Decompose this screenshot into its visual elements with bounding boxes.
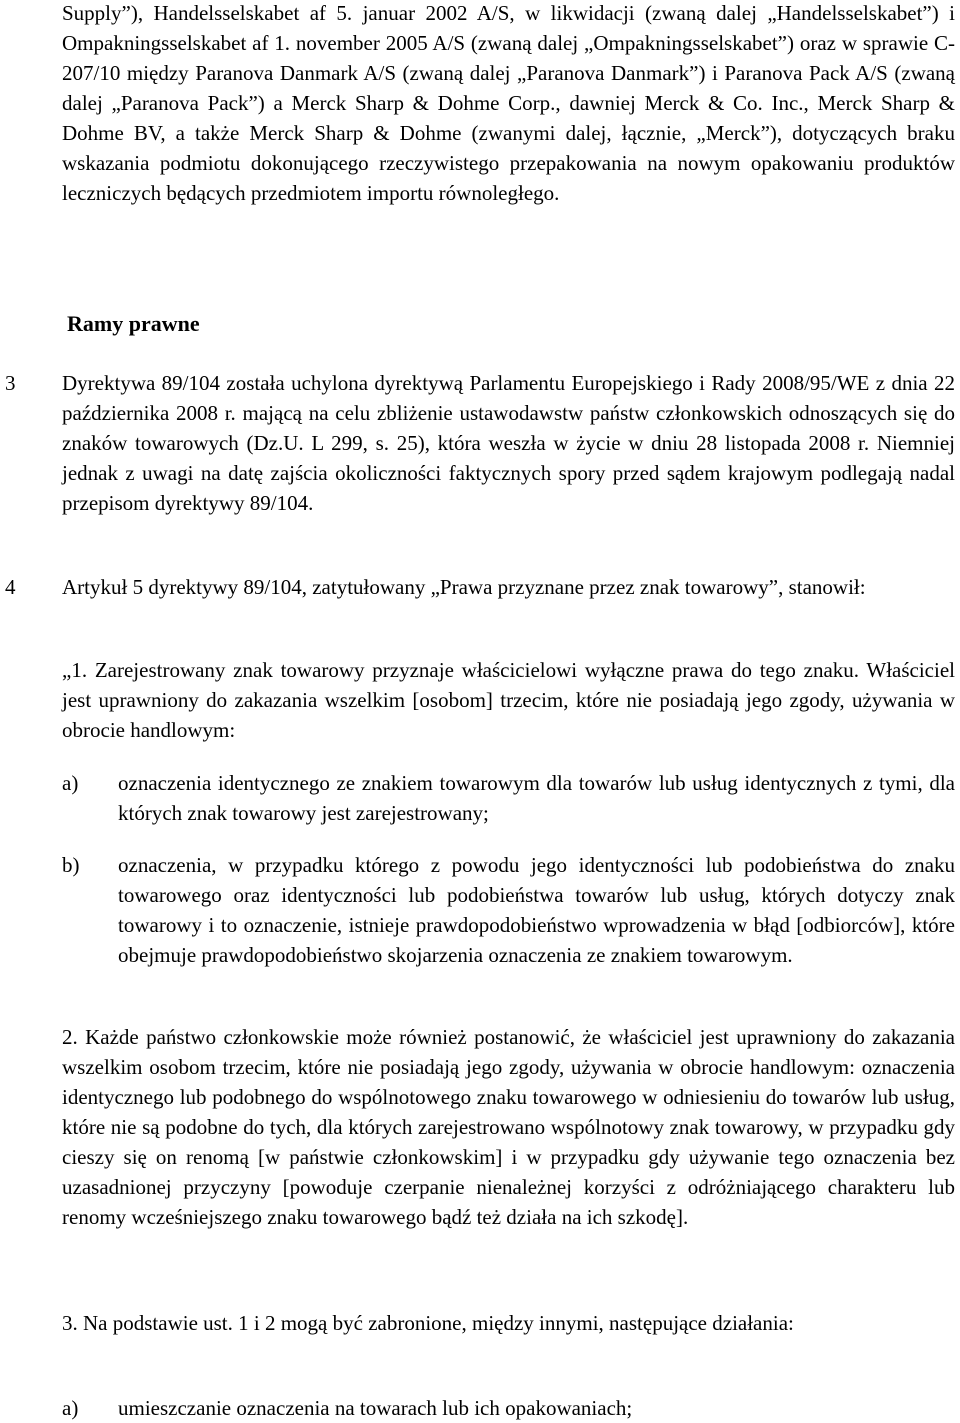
paragraph-number-4: 4 [5, 575, 16, 599]
quote-item-a-label: a) [62, 771, 79, 795]
section-heading: Ramy prawne [67, 311, 200, 336]
paragraph-3-text: Dyrektywa 89/104 została uchylona dyrektywą Parlamentu Europejskiego i Rady 2008/95/WE z dnia 22 października 2008 r. mającą na celu zbliżenie ustawodawstw państw członkowskich odnoszących się do znaków towarowych (Dz.U. L 299, s. 25), która weszła w życie w dniu 28 listopada 2008 r. Niemniej jednak z uwagi na datę zajścia okoliczności faktycznych spory przed sądem krajowym podlegają nadal przepisom dyrektywy 89/104. [62, 371, 955, 515]
intro-paragraph: Supply”), Handelsselskabet af 5. januar 2002 A/S, w likwidacji (zwaną dalej „Handelsselskabet”) i Ompakningsselskabet af 1. november 2005 A/S (zwaną dalej „Ompakningsselskabet”) oraz w sprawie C-207/10 między Paranova Danmark A/S (zwaną dalej „Paranova Danmark”) i Paranova Pack A/S (zwaną dalej „Paranova Pack”) a Merck Sharp & Dohme Corp., dawniej Merck & Co. Inc., Merck Sharp & Dohme BV, a także Merck Sharp & Dohme (zwanymi dalej, łącznie, „Merck”), dotyczących braku wskazania podmiotu dokonującego rzeczywistego przepakowania na nowym opakowaniu produktów leczniczych będących przedmiotem importu równoległego. [62, 1, 955, 205]
quote-item-b-text: oznaczenia, w przypadku którego z powodu jego identyczności lub podobieństwa do znaku towarowego oraz identyczności lub podobieństwa towarów lub usług, których dotyczy znak towarowy i to oznaczenie, istnieje prawdopodobieństwo wprowadzenia w błąd [odbiorców], które obejmuje prawdopodobieństwo skojarzenia oznaczenia ze znakiem towarowym. [118, 853, 955, 967]
quote-item-a-text: oznaczenia identycznego ze znakiem towarowym dla towarów lub usług identycznych z tymi, dla których znak towarowy jest zarejestrowany; [118, 771, 955, 825]
quote-point-1: „1. Zarejestrowany znak towarowy przyznaje właścicielowi wyłączne prawa do tego znaku. Właściciel jest uprawniony do zakazania wszelkim [osobom] trzecim, które nie posiadają jego zgody, używania w obrocie handlowym: [62, 658, 955, 742]
paragraph-4-text: Artykuł 5 dyrektywy 89/104, zatytułowany „Prawa przyznane przez znak towarowy”, stanowił: [62, 575, 866, 599]
quote-item-3a-text: umieszczanie oznaczenia na towarach lub ich opakowaniach; [118, 1396, 633, 1420]
quote-point-3: 3. Na podstawie ust. 1 i 2 mogą być zabronione, między innymi, następujące działania: [62, 1311, 794, 1335]
quote-item-3a-label: a) [62, 1396, 79, 1420]
quote-item-b-label: b) [62, 853, 80, 877]
paragraph-number-3: 3 [5, 371, 16, 395]
quote-point-2: 2. Każde państwo członkowskie może również postanowić, że właściciel jest uprawniony do zakazania wszelkim osobom trzecim, które nie posiadają jego zgody, używania w obrocie handlowym: oznaczenia identycznego lub podobnego do wspólnotowego znaku towarowego w odniesieniu do towarów lub usług, które nie są podobne do tych, dla których zarejestrowano wspólnotowy znak towarowy, w przypadku gdy cieszy się on renomą [w państwie członkowskim] i w przypadku gdy używanie tego oznaczenia bez uzasadnionej przyczyny [powoduje czerpanie nienależnej korzyści z odróżniającego charakteru lub renomy wcześniejszego znaku towarowego bądź też działa na ich szkodę]. [62, 1025, 955, 1229]
